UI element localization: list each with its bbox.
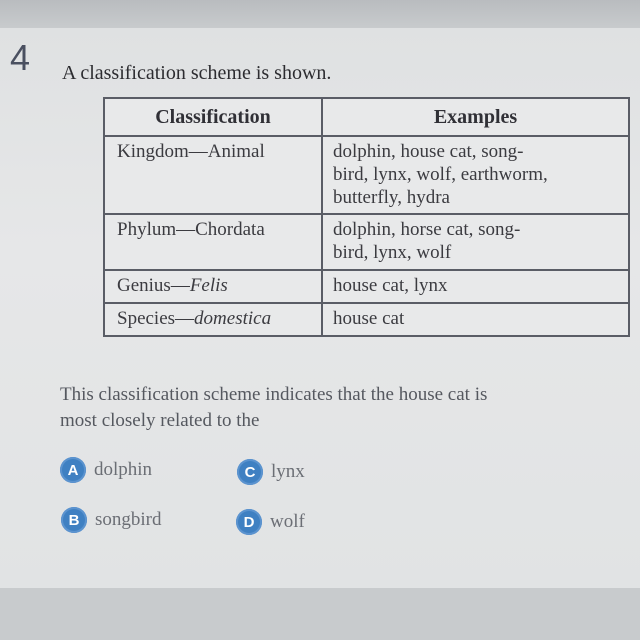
classification-table <box>103 97 630 337</box>
examples-line: butterfly, hydra <box>333 186 450 208</box>
examples-line: dolphin, house cat, song- <box>333 141 524 162</box>
answer-choice-b[interactable] <box>61 507 162 533</box>
examples-line: house cat, lynx <box>333 274 448 296</box>
header-examples: Examples <box>322 98 629 136</box>
question-number: 4 <box>10 37 31 78</box>
examples-cell <box>322 303 629 336</box>
question-prompt: A classification scheme is shown. <box>62 62 332 84</box>
answer-choice-a[interactable] <box>60 457 152 483</box>
answer-choice-c[interactable] <box>237 459 305 485</box>
choice-letter-bubble[interactable]: A <box>60 457 86 483</box>
classification-cell <box>104 136 322 214</box>
rank-label: Species— <box>117 307 195 329</box>
stem-line: most closely related to the <box>60 410 260 431</box>
classification-cell <box>104 214 322 270</box>
choice-label[interactable]: wolf <box>270 511 305 532</box>
taxon-name: Felis <box>189 274 228 296</box>
classification-cell <box>104 270 322 303</box>
taxon-name: domestica <box>194 307 272 329</box>
rank-label: Genius— <box>117 274 190 296</box>
choice-label[interactable]: songbird <box>95 509 162 530</box>
stem-line: This classification scheme indicates that the house cat is <box>60 384 488 405</box>
examples-line: bird, lynx, wolf <box>333 242 452 264</box>
choice-letter-bubble[interactable]: D <box>236 509 262 535</box>
examples-cell <box>322 136 629 214</box>
table-row <box>104 270 629 303</box>
examples-line: house cat <box>333 307 405 329</box>
table-header-row <box>104 98 629 136</box>
choice-letter-bubble[interactable]: C <box>237 459 263 485</box>
bottom-strip <box>0 588 640 640</box>
examples-cell <box>322 214 629 270</box>
classification-cell <box>104 303 322 336</box>
taxon-name: Animal <box>207 141 265 162</box>
examples-cell <box>322 270 629 303</box>
examples-line: bird, lynx, wolf, earthworm, <box>333 163 548 185</box>
rank-label: Phylum— <box>117 219 196 241</box>
header-classification: Classification <box>104 98 322 136</box>
answer-choice-d[interactable] <box>236 509 305 535</box>
choice-label[interactable]: dolphin <box>94 459 153 480</box>
examples-line: dolphin, horse cat, song- <box>333 219 521 241</box>
table-row <box>104 303 629 336</box>
table-row <box>104 136 629 214</box>
rank-label: Kingdom— <box>117 141 208 162</box>
question-stem <box>60 382 635 434</box>
top-strip <box>0 0 640 30</box>
table-row <box>104 214 629 270</box>
taxon-name: Chordata <box>195 219 265 241</box>
choice-label[interactable]: lynx <box>271 461 305 482</box>
choice-letter-bubble[interactable]: B <box>61 507 87 533</box>
